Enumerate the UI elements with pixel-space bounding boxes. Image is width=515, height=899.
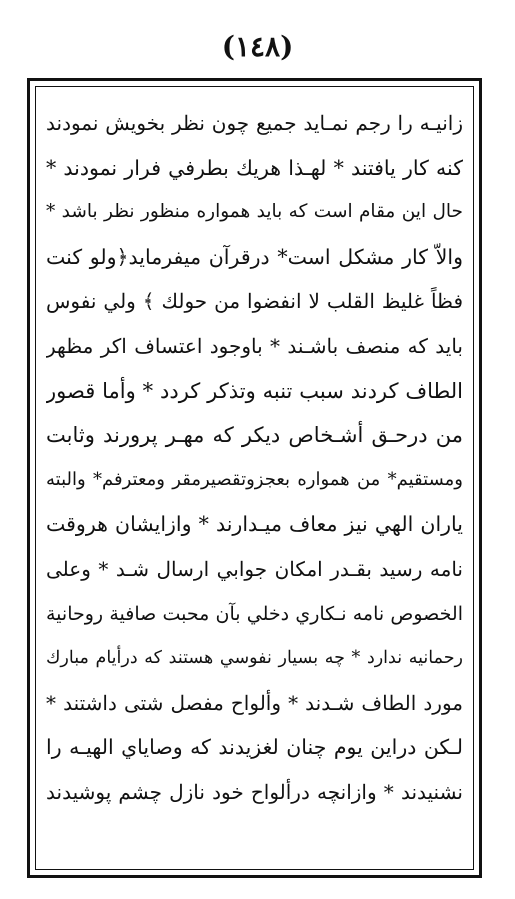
text-line: من درحـق أشـخاص ديكر كه مهـر پرورند وثابت <box>46 423 463 448</box>
text-line: والاّ كار مشكل است* درقرآن ميفرمايد﴿ولو كنت <box>46 244 463 269</box>
text-line: بايد كه منصف باشـند * باوجود اعتساف اكر مظهر <box>46 333 463 358</box>
text-line: حال اين مقام است كه بايد همواره منظور نظر باشد * <box>46 201 463 223</box>
page-border <box>27 78 482 878</box>
text-line: ياران الهي نيز معاف ميـدارند * وازايشان هروقت <box>46 512 463 537</box>
body-text <box>46 101 463 859</box>
text-line: الطاف كردند سبب تنبه وتذكر كردد * وأما قصور <box>46 378 463 403</box>
text-line: نشنيدند * وازانچه درألواح خود نازل چشم پوشيدند <box>46 779 463 804</box>
text-line: ومستقيم* من همواره بعجزوتقصيرمقر ومعترفم* والبته <box>46 468 463 490</box>
text-line: رحمانيه ندارد * چه بسيار نفوسي هستند كه درأيام مبارك <box>46 648 463 669</box>
text-line: مورد الطاف شـدند * وألواح مفصل شتى داشتند * <box>46 690 463 715</box>
text-line: زانيـه را رجم نمـايد جميع چون نظر بخويش نمودند <box>46 111 463 135</box>
inner-border <box>35 86 474 870</box>
text-line: كنه كار يافتند * لهـذا هريك بطرفي فرار نمودند * <box>46 155 463 180</box>
text-line: لـكن دراين يوم چنان لغزيدند كه وصاياي الهيـه را <box>46 735 463 760</box>
page-number: (١٤٨) <box>221 30 294 63</box>
text-line: نامه رسيد بقـدر امكان جوابي ارسال شـد * وعلى <box>46 556 463 581</box>
text-line: فظاً غليظ القلب لا انفضوا من حولك ﴾ ولي نفوس <box>46 289 463 314</box>
text-line: الخصوص نامه نـكاري دخلي بآن محبت صافية روحانية <box>46 602 463 625</box>
